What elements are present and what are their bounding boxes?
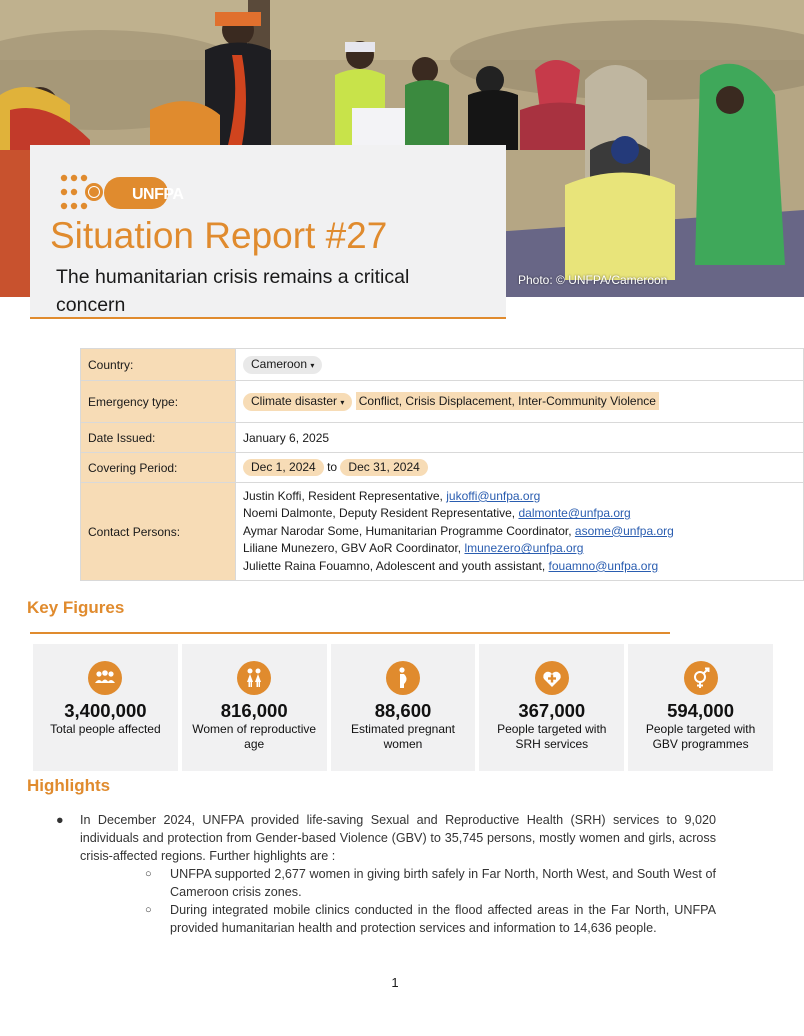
title-card [30, 145, 506, 319]
chevron-down-icon: ▾ [310, 360, 315, 370]
key-figure-label: Total people affected [50, 722, 161, 736]
highlights-heading: Highlights [27, 776, 111, 795]
key-figure-card [479, 644, 624, 771]
list-item [56, 865, 716, 901]
highlight-subtext: UNFPA supported 2,677 women in giving birth safely in Far North, North West, and South West of Cameroon crisis zones. [170, 867, 716, 899]
key-figure-value: 88,600 [374, 700, 432, 721]
contacts-cell [236, 483, 804, 581]
country-label: Country: [81, 349, 236, 381]
contact-name: Aymar Narodar Some, Humanitarian Programme Coordinator, [243, 523, 575, 538]
unfpa-logo-text: UNFPA [132, 186, 184, 203]
page-title: Situation Report #27 [50, 215, 388, 256]
list-item [56, 811, 716, 865]
bullet-icon: ● [56, 813, 64, 827]
key-figure-value: 594,000 [667, 700, 735, 721]
emergency-cell [236, 381, 804, 423]
emergency-row [81, 381, 804, 423]
period-row [81, 453, 804, 483]
country-row [81, 349, 804, 381]
key-figure-card [628, 644, 773, 771]
contacts-row [81, 483, 804, 581]
contact-name: Noemi Dalmonte, Deputy Resident Representative, [243, 506, 519, 521]
period-cell [236, 453, 804, 483]
highlights-list [56, 811, 716, 937]
period-label: Covering Period: [81, 453, 236, 483]
pregnant-woman-icon [386, 661, 420, 695]
period-end-date[interactable]: Dec 31, 2024 [340, 459, 427, 476]
contact-email-link[interactable]: jukoffi@unfpa.org [446, 488, 541, 503]
key-figure-card [33, 644, 178, 771]
date-label: Date Issued: [81, 423, 236, 453]
emergency-label: Emergency type: [81, 381, 236, 423]
emergency-chip-value: Climate disaster [251, 393, 338, 408]
page-subtitle: The humanitarian crisis remains a critical concern [56, 266, 410, 316]
contact-line [243, 558, 796, 576]
report-info-table [80, 348, 804, 581]
page-number: 1 [391, 975, 399, 990]
contact-name: Juliette Raina Fouamno, Adolescent and youth assistant, [243, 558, 549, 573]
key-figures-heading: Key Figures [27, 598, 125, 617]
sub-bullet-icon: ○ [145, 868, 152, 880]
key-figure-label: People targeted with GBV programmes [645, 722, 756, 751]
contact-email-link[interactable]: asome@unfpa.org [574, 523, 674, 538]
highlight-subtext: During integrated mobile clinics conducted in the flood affected areas in the Far North, UNFPA provided humanitarian health and protection services and information to 14,636 people. [170, 903, 716, 935]
date-value: January 6, 2025 [236, 423, 804, 453]
chevron-down-icon: ▾ [340, 397, 345, 407]
contact-line [243, 488, 796, 506]
sub-bullet-icon: ○ [145, 904, 152, 916]
emergency-type-dropdown[interactable] [243, 393, 352, 411]
country-cell [236, 349, 804, 381]
contact-email-link[interactable]: fouamno@unfpa.org [548, 558, 659, 573]
key-figure-label: People targeted with SRH services [497, 722, 607, 751]
highlight-text: In December 2024, UNFPA provided life-saving Sexual and Reproductive Health (SRH) services to 9,020 individuals and protection from Gender-based Violence (GBV) to 35,745 persons, mostly women and girls, across crisis-affected regions. Further highlights are : [80, 813, 716, 863]
period-separator: to [327, 460, 338, 474]
emergency-description: Conflict, Crisis Displacement, Inter-Community Violence [356, 392, 659, 410]
people-group-icon [88, 661, 122, 695]
country-dropdown[interactable] [243, 356, 322, 374]
period-start-date[interactable]: Dec 1, 2024 [243, 459, 324, 476]
key-figures-divider [30, 632, 670, 634]
key-figure-value: 816,000 [220, 700, 288, 721]
key-figure-label: Women of reproductive age [192, 722, 317, 751]
contacts-label: Contact Persons: [81, 483, 236, 581]
list-item [56, 901, 716, 937]
contact-line [243, 505, 796, 523]
contact-email-link[interactable]: dalmonte@unfpa.org [518, 506, 631, 521]
contact-line [243, 523, 796, 541]
country-value: Cameroon [251, 356, 308, 371]
contact-name: Liliane Munezero, GBV AoR Coordinator, [243, 541, 465, 556]
contact-email-link[interactable]: lmunezero@unfpa.org [464, 541, 584, 556]
unfpa-logo [60, 172, 184, 214]
date-row [81, 423, 804, 453]
health-heart-icon [535, 661, 569, 695]
key-figure-card [331, 644, 476, 771]
key-figure-label: Estimated pregnant women [350, 722, 456, 751]
women-icon [237, 661, 271, 695]
key-figure-card [182, 644, 327, 771]
contact-line [243, 540, 796, 558]
gender-symbol-icon [684, 661, 718, 695]
key-figure-value: 367,000 [518, 700, 586, 721]
photo-credit: Photo: © UNFPA/Cameroon [518, 273, 668, 287]
contact-name: Justin Koffi, Resident Representative, [243, 488, 447, 503]
key-figures-row [33, 644, 773, 771]
key-figure-value: 3,400,000 [64, 700, 147, 721]
